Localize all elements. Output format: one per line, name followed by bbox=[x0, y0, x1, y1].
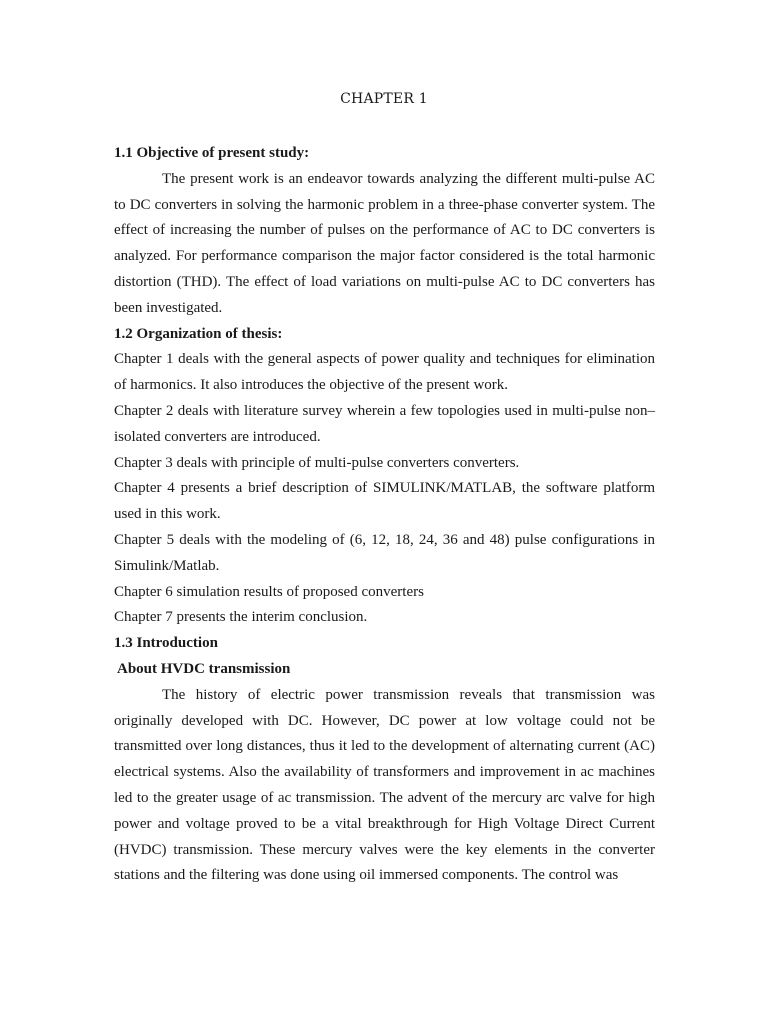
chapter-summary-3: Chapter 3 deals with principle of multi-pulse converters converters. bbox=[114, 454, 520, 471]
document-body bbox=[114, 141, 655, 889]
section-heading-1-3: 1.3 Introduction bbox=[114, 635, 218, 652]
chapter-summary-5: Chapter 5 deals with the modeling of (6, 12, 18, 24, 36 and 48) pulse configurations in Simulink/Matlab. bbox=[114, 531, 655, 574]
section-heading-1-1: 1.1 Objective of present study: bbox=[114, 145, 310, 161]
chapter-summary-4: Chapter 4 presents a brief description of SIMULINK/MATLAB, the software platform used in this work. bbox=[114, 480, 655, 523]
chapter-summary-6: Chapter 6 simulation results of proposed converters bbox=[114, 583, 424, 600]
section-heading-1-2: 1.2 Organization of thesis: bbox=[114, 325, 283, 342]
objective-paragraph: The present work is an endeavor towards analyzing the different multi-pulse AC to DC converters in solving the harmonic problem in a three-phase converter system. The effect of increasing the number of pulses on the performance of AC to DC converters is analyzed. For performance comparison the major factor considered is the total harmonic distortion (THD). The effect of load variations on multi-pulse AC to DC converters has been investigated. bbox=[114, 170, 655, 316]
chapter-title: CHAPTER 1 bbox=[340, 91, 428, 107]
hvdc-paragraph: The history of electric power transmission reveals that transmission was originally developed with DC. However, DC power at low voltage could not be transmitted over long distances, thus it led to the development of alternating current (AC) electrical systems. Also the availability of transformers and improvement in ac machines led to the greater usage of ac transmission. The advent of the mercury arc valve for high power and voltage proved to be a vital breakthrough for High Voltage Direct Current (HVDC) transmission. These mercury valves were the key elements in the converter stations and the filtering was done using oil immersed components. The control was bbox=[114, 686, 655, 884]
chapter-summary-1: Chapter 1 deals with the general aspects of power quality and techniques for elimination of harmonics. It also introduces the objective of the present work. bbox=[114, 351, 655, 394]
chapter-summary-2: Chapter 2 deals with literature survey wherein a few topologies used in multi-pulse non–isolated converters are introduced. bbox=[114, 402, 655, 445]
subsection-heading-hvdc: About HVDC transmission bbox=[117, 660, 291, 677]
chapter-summary-7: Chapter 7 presents the interim conclusion. bbox=[114, 609, 368, 626]
